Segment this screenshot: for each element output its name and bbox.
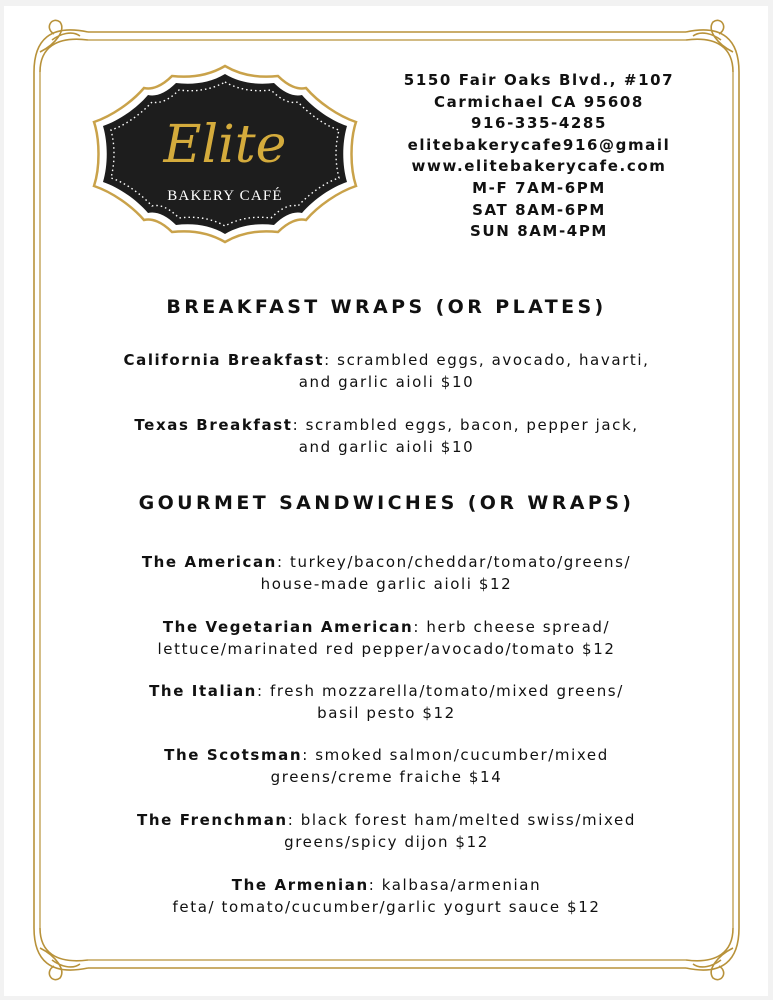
item-description: : black forest ham/melted swiss/mixed [287, 811, 636, 829]
item-description-cont: and garlic aioli $10 [298, 373, 475, 391]
item-name: The Frenchman [137, 811, 288, 829]
elite-bakery-cafe-logo [92, 62, 358, 246]
logo-subtitle: BAKERY CAFÉ [167, 188, 283, 204]
item-description: : smoked salmon/cucumber/mixed [302, 746, 609, 764]
item-name: The Armenian [231, 876, 369, 894]
item-name: The Scotsman [164, 746, 303, 764]
item-name: The Vegetarian American [162, 618, 414, 636]
logo-title: Elite [163, 115, 287, 175]
item-description: : scrambled eggs, avocado, havarti, [324, 351, 650, 369]
menu-item [60, 809, 713, 853]
item-name: California Breakfast [123, 351, 325, 369]
item-description: : turkey/bacon/cheddar/tomato/greens/ [276, 553, 632, 571]
menu-item [60, 744, 713, 788]
menu-item [60, 680, 713, 724]
hours-sunday: SUN 8AM-4PM [470, 222, 608, 241]
breakfast-section-title: BREAKFAST WRAPS (OR PLATES) [166, 296, 607, 318]
item-description-cont: greens/creme fraiche $14 [270, 768, 503, 786]
sandwiches-section-title: GOURMET SANDWICHES (OR WRAPS) [138, 492, 635, 514]
item-description: : fresh mozzarella/tomato/mixed greens/ [256, 682, 624, 700]
website: www.elitebakerycafe.com [411, 157, 667, 176]
item-description-cont: basil pesto $12 [317, 704, 456, 722]
item-name: The American [141, 553, 277, 571]
menu-item [60, 349, 713, 393]
email-address: elitebakerycafe916@gmail [407, 135, 671, 154]
item-description-cont: house-made garlic aioli $12 [260, 575, 513, 593]
address-line: 5150 Fair Oaks Blvd., #107 [403, 71, 675, 89]
item-description: : scrambled eggs, bacon, pepper jack, [292, 416, 639, 434]
contact-info [384, 70, 694, 243]
phone-number: 916-335-4285 [470, 114, 608, 133]
hours-saturday: SAT 8AM-6PM [472, 200, 606, 219]
item-description-cont: greens/spicy dijon $12 [284, 833, 489, 851]
hours-weekday: M-F 7AM-6PM [472, 178, 606, 197]
item-description-cont: feta/ tomato/cucumber/garlic yogurt sauce $12 [172, 898, 601, 916]
item-description: : herb cheese spread/ [413, 618, 611, 636]
menu-item [60, 551, 713, 595]
item-name: Texas Breakfast [134, 416, 293, 434]
item-name: The Italian [149, 682, 257, 700]
city-line: Carmichael CA 95608 [434, 92, 644, 111]
menu-item [60, 414, 713, 458]
menu-item [60, 616, 713, 660]
item-description-cont: and garlic aioli $10 [298, 438, 475, 456]
menu-item [60, 874, 713, 918]
item-description-cont: lettuce/marinated red pepper/avocado/tomato $12 [157, 640, 616, 658]
item-description: : kalbasa/armenian [368, 876, 542, 894]
